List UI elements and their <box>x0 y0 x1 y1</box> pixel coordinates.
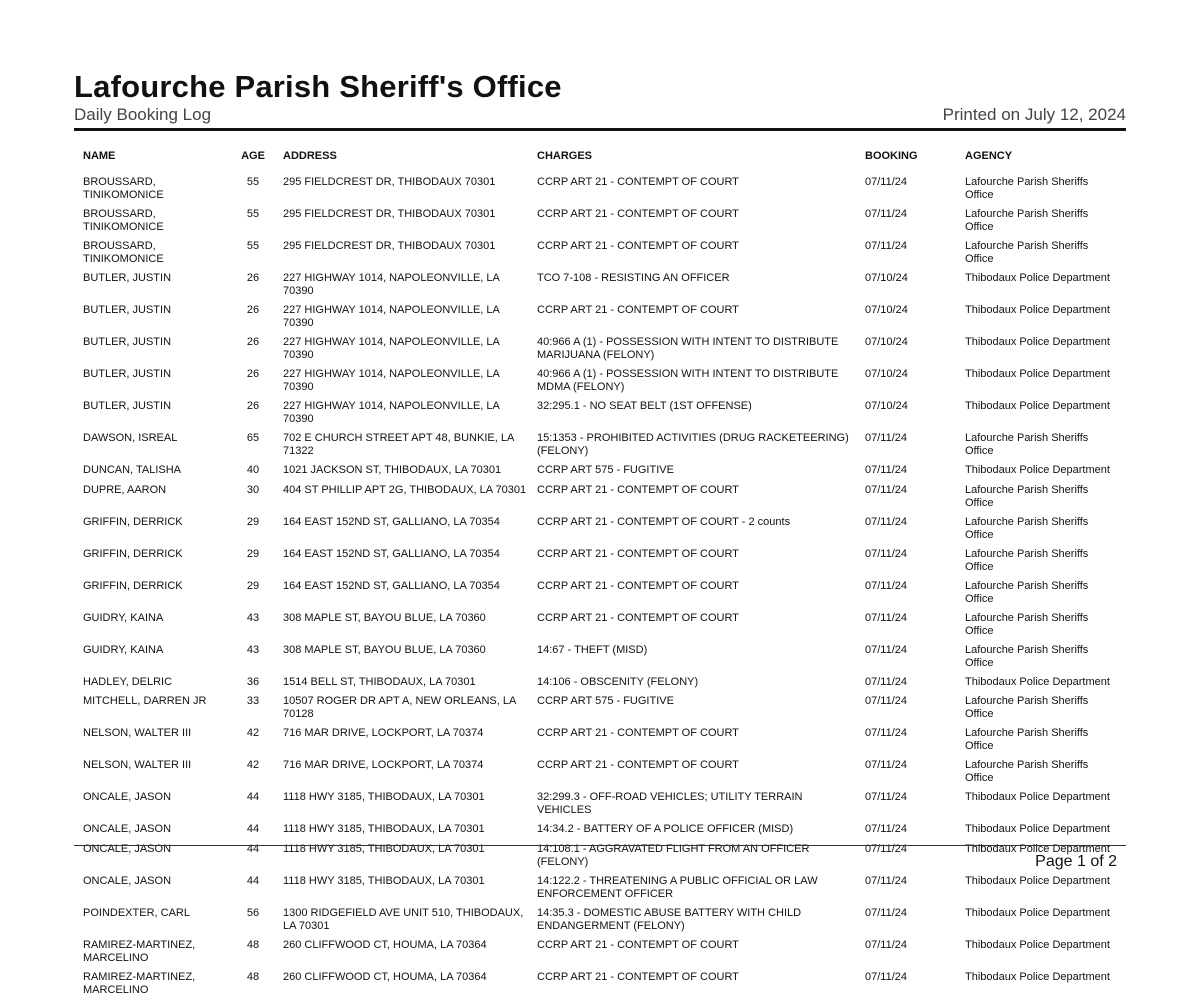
table-row <box>80 545 1120 577</box>
charges-cell: CCRP ART 21 - CONTEMPT OF COURT - 2 counts <box>537 515 791 528</box>
charges-cell: CCRP ART 21 - CONTEMPT OF COURT <box>537 579 739 592</box>
charges-cell: CCRP ART 21 - CONTEMPT OF COURT <box>537 483 739 496</box>
booking-date-cell: 07/11/24 <box>865 842 908 855</box>
booking-date-cell: 07/11/24 <box>865 695 908 707</box>
agency-cell: Thibodaux Police Department <box>965 464 1110 476</box>
agency-cell: Thibodaux Police Department <box>965 970 1110 983</box>
table-row <box>80 609 1120 641</box>
agency-cell: Lafourche Parish Sheriffs Office <box>965 611 1089 637</box>
address-cell: 227 HIGHWAY 1014, NAPOLEONVILLE, LA 70390 <box>283 336 500 361</box>
column-header-agency: AGENCY <box>965 150 1013 162</box>
booking-date-cell: 07/11/24 <box>865 970 908 983</box>
address-cell: 227 HIGHWAY 1014, NAPOLEONVILLE, LA 70390 <box>283 304 500 329</box>
agency-cell: Thibodaux Police Department <box>965 304 1110 316</box>
age-cell: 43 <box>246 643 260 656</box>
agency-cell: Lafourche Parish Sheriffs Office <box>965 515 1089 541</box>
name-cell: BUTLER, JUSTIN <box>83 368 172 380</box>
report-title: Lafourche Parish Sheriff's Office <box>74 69 562 104</box>
table-body <box>80 173 1120 1000</box>
agency-cell: Lafourche Parish Sheriffs Office <box>965 759 1089 784</box>
age-cell: 42 <box>246 759 260 771</box>
name-cell: BUTLER, JUSTIN <box>83 272 172 284</box>
table-row <box>80 205 1120 237</box>
agency-cell: Thibodaux Police Department <box>965 874 1110 887</box>
charges-cell: 14:106 - OBSCENITY (FELONY) <box>537 675 699 688</box>
name-cell: ONCALE, JASON <box>83 842 172 855</box>
charges-cell: 14:108.1 - AGGRAVATED FLIGHT FROM AN OFFICER (FELONY) <box>537 842 810 868</box>
charges-cell: CCRP ART 21 - CONTEMPT OF COURT <box>537 938 739 951</box>
age-cell: 42 <box>246 727 260 739</box>
table-row <box>80 397 1120 429</box>
agency-cell: Lafourche Parish Sheriffs Office <box>965 208 1089 233</box>
agency-cell: Thibodaux Police Department <box>965 368 1110 380</box>
address-cell: 1300 RIDGEFIELD AVE UNIT 510, THIBODAUX, LA 70301 <box>283 906 524 932</box>
age-cell: 33 <box>246 695 260 707</box>
charges-cell: 32:299.3 - OFF-ROAD VEHICLES; UTILITY TERRAIN VEHICLES <box>537 791 803 816</box>
age-cell: 26 <box>246 400 260 412</box>
name-cell: ONCALE, JASON <box>83 791 172 803</box>
name-cell: RAMIREZ-MARTINEZ, MARCELINO <box>83 970 196 996</box>
table-row <box>80 936 1120 968</box>
agency-cell: Thibodaux Police Department <box>965 938 1110 951</box>
table-row <box>80 481 1120 513</box>
table-row <box>80 301 1120 333</box>
age-cell: 36 <box>246 675 260 688</box>
age-cell: 26 <box>246 304 260 316</box>
age-cell: 55 <box>246 208 260 220</box>
name-cell: GRIFFIN, DERRICK <box>83 579 183 592</box>
booking-date-cell: 07/11/24 <box>865 643 908 656</box>
address-cell: 260 CLIFFWOOD CT, HOUMA, LA 70364 <box>283 938 487 951</box>
age-cell: 26 <box>246 336 260 348</box>
booking-date-cell: 07/11/24 <box>865 464 908 476</box>
booking-date-cell: 07/11/24 <box>865 432 908 444</box>
booking-date-cell: 07/11/24 <box>865 176 908 188</box>
address-cell: 164 EAST 152ND ST, GALLIANO, LA 70354 <box>283 515 500 528</box>
charges-cell: 32:295.1 - NO SEAT BELT (1ST OFFENSE) <box>537 400 752 412</box>
charges-cell: CCRP ART 575 - FUGITIVE <box>537 695 674 707</box>
name-cell: BROUSSARD, TINIKOMONICE <box>83 240 164 265</box>
name-cell: GUIDRY, KAINA <box>83 643 164 656</box>
table-row <box>80 904 1120 936</box>
age-cell: 29 <box>246 579 260 592</box>
age-cell: 26 <box>246 368 260 380</box>
name-cell: ONCALE, JASON <box>83 874 172 887</box>
name-cell: GRIFFIN, DERRICK <box>83 547 183 560</box>
charges-cell: 14:122.2 - THREATENING A PUBLIC OFFICIAL OR LAW ENFORCEMENT OFFICER <box>537 874 818 900</box>
name-cell: BUTLER, JUSTIN <box>83 304 172 316</box>
charges-cell: CCRP ART 21 - CONTEMPT OF COURT <box>537 208 739 220</box>
address-cell: 1021 JACKSON ST, THIBODAUX, LA 70301 <box>283 464 502 476</box>
charges-cell: TCO 7-108 - RESISTING AN OFFICER <box>537 272 730 284</box>
address-cell: 10507 ROGER DR APT A, NEW ORLEANS, LA 70128 <box>283 695 516 720</box>
agency-cell: Thibodaux Police Department <box>965 675 1110 688</box>
charges-cell: 14:35.3 - DOMESTIC ABUSE BATTERY WITH CHILD ENDANGERMENT (FELONY) <box>537 906 802 932</box>
agency-cell: Lafourche Parish Sheriffs Office <box>965 240 1089 265</box>
address-cell: 164 EAST 152ND ST, GALLIANO, LA 70354 <box>283 579 500 592</box>
charges-cell: CCRP ART 21 - CONTEMPT OF COURT <box>537 547 739 560</box>
address-cell: 702 E CHURCH STREET APT 48, BUNKIE, LA 71322 <box>283 432 514 457</box>
age-cell: 56 <box>246 906 260 919</box>
booking-date-cell: 07/11/24 <box>865 823 908 835</box>
table-row <box>80 333 1120 365</box>
charges-cell: 14:34.2 - BATTERY OF A POLICE OFFICER (MISD) <box>537 823 794 835</box>
column-header-address: ADDRESS <box>283 150 337 162</box>
name-cell: NELSON, WALTER III <box>83 727 192 739</box>
table-row <box>80 513 1120 545</box>
charges-cell: 40:966 A (1) - POSSESSION WITH INTENT TO DISTRIBUTE MARIJUANA (FELONY) <box>537 336 839 361</box>
name-cell: ONCALE, JASON <box>83 823 172 835</box>
booking-date-cell: 07/10/24 <box>865 336 908 348</box>
name-cell: BUTLER, JUSTIN <box>83 400 172 412</box>
age-cell: 44 <box>246 791 260 803</box>
charges-cell: 15:1353 - PROHIBITED ACTIVITIES (DRUG RACKETEERING) (FELONY) <box>537 432 849 457</box>
address-cell: 1514 BELL ST, THIBODAUX, LA 70301 <box>283 675 476 688</box>
age-cell: 65 <box>246 432 260 444</box>
booking-date-cell: 07/10/24 <box>865 272 908 284</box>
age-cell: 48 <box>246 970 260 983</box>
report-header <box>74 68 1126 126</box>
name-cell: BROUSSARD, TINIKOMONICE <box>83 176 164 201</box>
charges-cell: CCRP ART 21 - CONTEMPT OF COURT <box>537 240 739 252</box>
table-row <box>80 577 1120 609</box>
agency-cell: Lafourche Parish Sheriffs Office <box>965 727 1089 752</box>
charges-cell: CCRP ART 575 - FUGITIVE <box>537 464 674 476</box>
name-cell: RAMIREZ-MARTINEZ, MARCELINO <box>83 938 196 964</box>
booking-date-cell: 07/11/24 <box>865 874 908 887</box>
column-header-charges: CHARGES <box>537 150 593 162</box>
agency-cell: Lafourche Parish Sheriffs Office <box>965 643 1089 669</box>
booking-date-cell: 07/11/24 <box>865 791 908 803</box>
address-cell: 164 EAST 152ND ST, GALLIANO, LA 70354 <box>283 547 500 560</box>
table-row <box>80 237 1120 269</box>
table-header-row <box>80 147 1120 173</box>
subtitle-row <box>74 104 1126 126</box>
agency-cell: Thibodaux Police Department <box>965 336 1110 348</box>
age-cell: 43 <box>246 611 260 624</box>
name-cell: GRIFFIN, DERRICK <box>83 515 183 528</box>
name-cell: HADLEY, DELRIC <box>83 675 173 688</box>
table-row <box>80 641 1120 673</box>
age-cell: 30 <box>246 483 260 496</box>
table-row <box>80 820 1120 840</box>
age-cell: 44 <box>246 842 260 855</box>
agency-cell: Thibodaux Police Department <box>965 842 1110 855</box>
address-cell: 716 MAR DRIVE, LOCKPORT, LA 70374 <box>283 727 484 739</box>
address-cell: 227 HIGHWAY 1014, NAPOLEONVILLE, LA 70390 <box>283 368 500 393</box>
address-cell: 260 CLIFFWOOD CT, HOUMA, LA 70364 <box>283 970 487 983</box>
agency-cell: Thibodaux Police Department <box>965 823 1110 835</box>
name-cell: DUNCAN, TALISHA <box>83 464 182 476</box>
address-cell: 295 FIELDCREST DR, THIBODAUX 70301 <box>283 240 496 252</box>
name-cell: NELSON, WALTER III <box>83 759 192 771</box>
table-row <box>80 365 1120 397</box>
charges-cell: CCRP ART 21 - CONTEMPT OF COURT <box>537 970 739 983</box>
printed-date: Printed on July 12, 2024 <box>942 105 1126 124</box>
address-cell: 295 FIELDCREST DR, THIBODAUX 70301 <box>283 176 496 188</box>
charges-cell: 14:67 - THEFT (MISD) <box>537 643 648 656</box>
table-row <box>80 724 1120 756</box>
charges-cell: CCRP ART 21 - CONTEMPT OF COURT <box>537 611 739 624</box>
booking-date-cell: 07/10/24 <box>865 368 908 380</box>
address-cell: 308 MAPLE ST, BAYOU BLUE, LA 70360 <box>283 643 486 656</box>
age-cell: 44 <box>246 874 260 887</box>
charges-cell: CCRP ART 21 - CONTEMPT OF COURT <box>537 759 739 771</box>
booking-date-cell: 07/11/24 <box>865 938 908 951</box>
table-row <box>80 692 1120 724</box>
address-cell: 1118 HWY 3185, THIBODAUX, LA 70301 <box>283 874 485 887</box>
charges-cell: CCRP ART 21 - CONTEMPT OF COURT <box>537 727 739 739</box>
booking-date-cell: 07/11/24 <box>865 611 908 624</box>
report-subtitle: Daily Booking Log <box>74 105 212 124</box>
agency-cell: Thibodaux Police Department <box>965 791 1110 803</box>
name-cell: DUPRE, AARON <box>83 483 167 496</box>
name-cell: DAWSON, ISREAL <box>83 432 178 444</box>
charges-cell: CCRP ART 21 - CONTEMPT OF COURT <box>537 176 739 188</box>
booking-date-cell: 07/11/24 <box>865 759 908 771</box>
address-cell: 1118 HWY 3185, THIBODAUX, LA 70301 <box>283 791 485 803</box>
address-cell: 1118 HWY 3185, THIBODAUX, LA 70301 <box>283 842 485 855</box>
booking-date-cell: 07/11/24 <box>865 547 908 560</box>
agency-cell: Lafourche Parish Sheriffs Office <box>965 432 1089 457</box>
name-cell: GUIDRY, KAINA <box>83 611 164 624</box>
agency-cell: Lafourche Parish Sheriffs Office <box>965 695 1089 720</box>
booking-date-cell: 07/10/24 <box>865 304 908 316</box>
age-cell: 44 <box>246 823 260 835</box>
age-cell: 26 <box>246 272 260 284</box>
page-indicator: Page 1 of 2 <box>1035 853 1117 870</box>
booking-date-cell: 07/11/24 <box>865 483 908 496</box>
address-cell: 308 MAPLE ST, BAYOU BLUE, LA 70360 <box>283 611 486 624</box>
age-cell: 40 <box>246 464 260 476</box>
agency-cell: Lafourche Parish Sheriffs Office <box>965 579 1089 605</box>
agency-cell: Lafourche Parish Sheriffs Office <box>965 483 1089 509</box>
age-cell: 29 <box>246 515 260 528</box>
table-row <box>80 461 1120 481</box>
table-row <box>80 429 1120 461</box>
address-cell: 227 HIGHWAY 1014, NAPOLEONVILLE, LA 70390 <box>283 272 500 297</box>
table-row <box>80 269 1120 301</box>
table-row <box>80 968 1120 1000</box>
agency-cell: Thibodaux Police Department <box>965 400 1110 412</box>
footer-divider <box>74 845 1126 846</box>
charges-cell: CCRP ART 21 - CONTEMPT OF COURT <box>537 304 739 316</box>
address-cell: 716 MAR DRIVE, LOCKPORT, LA 70374 <box>283 759 484 771</box>
agency-cell: Lafourche Parish Sheriffs Office <box>965 176 1089 201</box>
name-cell: BROUSSARD, TINIKOMONICE <box>83 208 164 233</box>
address-cell: 295 FIELDCREST DR, THIBODAUX 70301 <box>283 208 496 220</box>
table-row <box>80 872 1120 904</box>
table-row <box>80 756 1120 788</box>
column-header-name: NAME <box>83 150 116 162</box>
booking-log-table <box>80 147 1120 1000</box>
agency-cell: Thibodaux Police Department <box>965 906 1110 919</box>
table-row <box>80 173 1120 205</box>
booking-date-cell: 07/11/24 <box>865 240 908 252</box>
booking-date-cell: 07/11/24 <box>865 675 908 688</box>
age-cell: 55 <box>246 176 260 188</box>
table-row <box>80 673 1120 693</box>
address-cell: 227 HIGHWAY 1014, NAPOLEONVILLE, LA 70390 <box>283 400 500 425</box>
booking-date-cell: 07/10/24 <box>865 400 908 412</box>
agency-cell: Lafourche Parish Sheriffs Office <box>965 547 1089 573</box>
column-header-booking: BOOKING <box>865 150 918 162</box>
age-cell: 29 <box>246 547 260 560</box>
booking-date-cell: 07/11/24 <box>865 515 908 528</box>
header-divider <box>74 128 1126 131</box>
booking-date-cell: 07/11/24 <box>865 727 908 739</box>
charges-cell: 40:966 A (1) - POSSESSION WITH INTENT TO DISTRIBUTE MDMA (FELONY) <box>537 368 839 393</box>
name-cell: POINDEXTER, CARL <box>83 906 190 919</box>
name-cell: BUTLER, JUSTIN <box>83 336 172 348</box>
address-cell: 404 ST PHILLIP APT 2G, THIBODAUX, LA 70301 <box>283 483 527 496</box>
age-cell: 55 <box>246 240 260 252</box>
column-header-age: AGE <box>241 150 265 162</box>
table-row <box>80 788 1120 820</box>
booking-date-cell: 07/11/24 <box>865 208 908 220</box>
booking-date-cell: 07/11/24 <box>865 906 908 919</box>
name-cell: MITCHELL, DARREN JR <box>83 695 207 707</box>
age-cell: 48 <box>246 938 260 951</box>
agency-cell: Thibodaux Police Department <box>965 272 1110 284</box>
address-cell: 1118 HWY 3185, THIBODAUX, LA 70301 <box>283 823 485 835</box>
booking-date-cell: 07/11/24 <box>865 579 908 592</box>
